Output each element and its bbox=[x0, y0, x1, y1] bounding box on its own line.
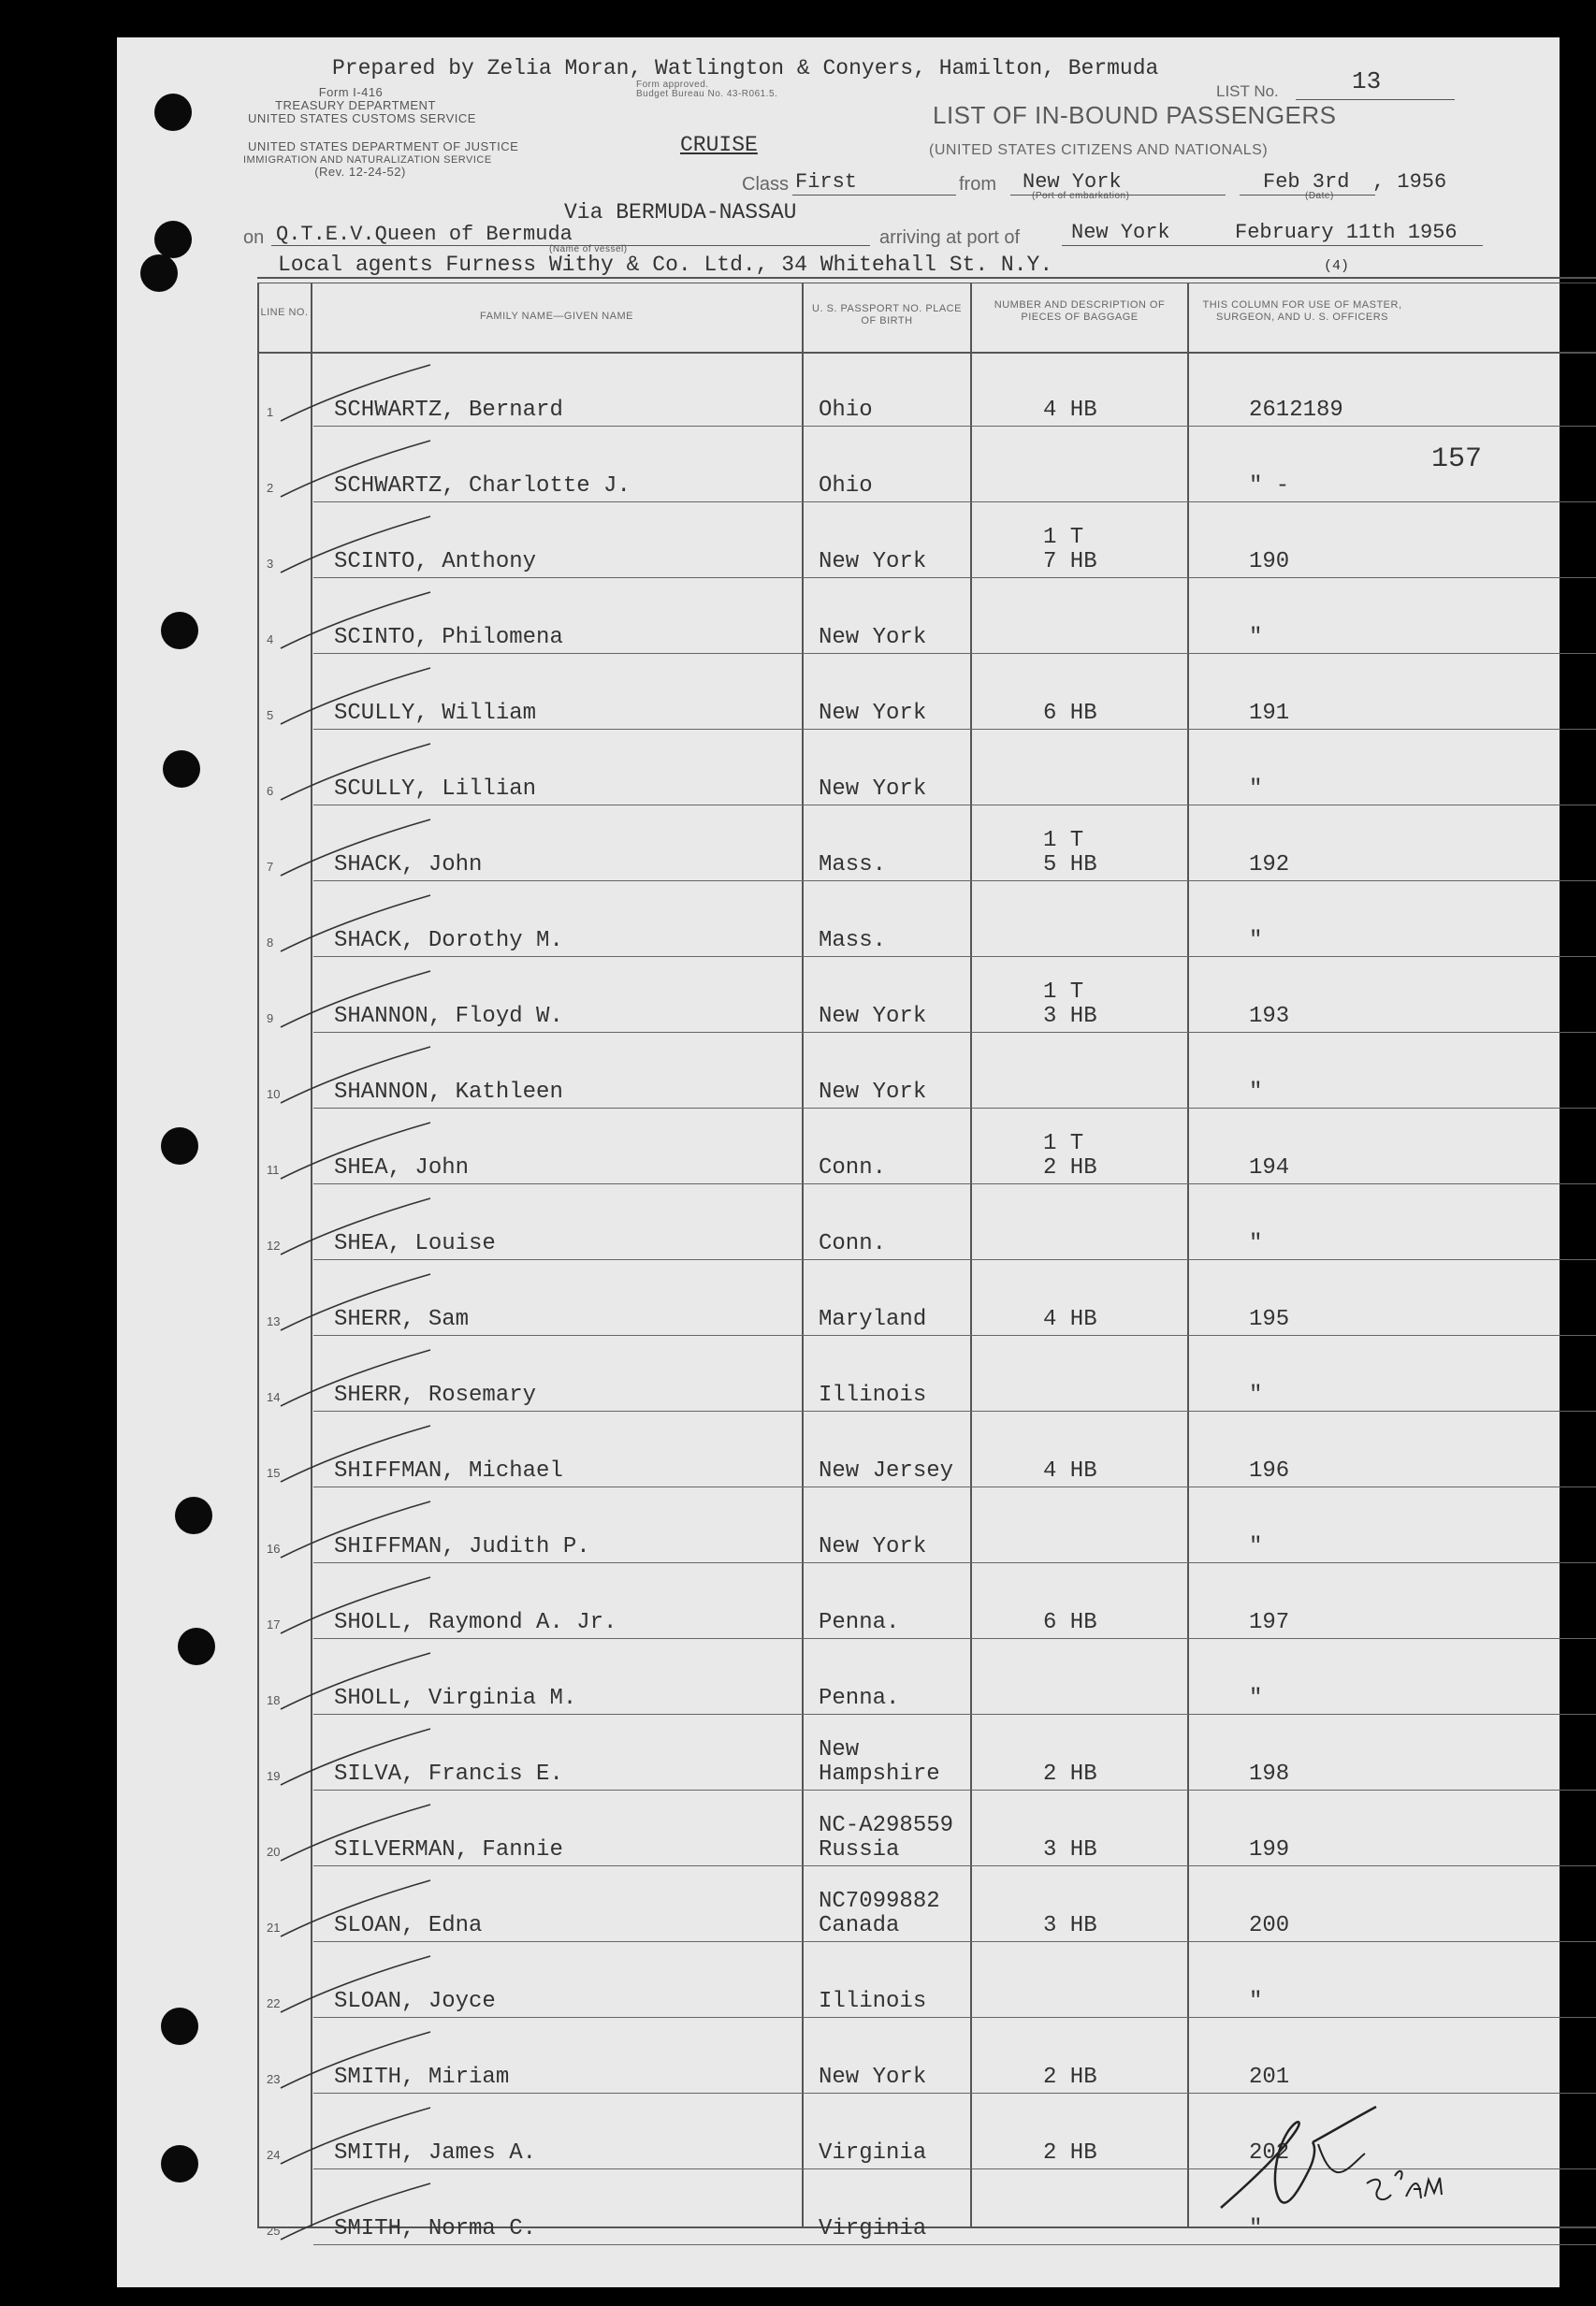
passenger-name: SCINTO, Anthony bbox=[334, 549, 537, 574]
place-of-birth: New York bbox=[819, 776, 927, 802]
line-number: 20 bbox=[267, 1845, 281, 1859]
check-mark bbox=[271, 1269, 440, 1335]
place-of-birth: Mass. bbox=[819, 852, 887, 877]
immigration-service: IMMIGRATION AND NATURALIZATION SERVICE bbox=[243, 154, 492, 166]
line-number: 11 bbox=[267, 1163, 280, 1177]
col-line-no: LINE NO. bbox=[260, 307, 309, 318]
embark-year: , 1956 bbox=[1372, 170, 1447, 194]
place-of-birth: New York bbox=[819, 625, 927, 650]
officer-number: 201 bbox=[1249, 2065, 1290, 2090]
line-number: 3 bbox=[267, 557, 274, 571]
line-number: 13 bbox=[267, 1314, 281, 1328]
baggage-trunks: 1 T bbox=[1043, 979, 1084, 1005]
officer-number: " bbox=[1249, 928, 1263, 953]
check-mark bbox=[271, 1421, 440, 1487]
check-mark bbox=[271, 1724, 440, 1790]
check-mark bbox=[271, 1951, 440, 2017]
line-number: 7 bbox=[267, 860, 274, 874]
baggage-handbags: 4 HB bbox=[1043, 1458, 1097, 1484]
check-mark bbox=[271, 739, 440, 805]
place-of-birth: Conn. bbox=[819, 1231, 887, 1256]
passenger-name: SHANNON, Floyd W. bbox=[334, 1004, 563, 1029]
from-port: New York bbox=[1023, 170, 1122, 194]
place-of-birth: Penna. bbox=[819, 1686, 900, 1711]
check-mark bbox=[271, 815, 440, 880]
passenger-name: SHIFFMAN, Judith P. bbox=[334, 1534, 590, 1559]
department-of-justice: UNITED STATES DEPARTMENT OF JUSTICE bbox=[248, 139, 519, 153]
passenger-name: SHOLL, Virginia M. bbox=[334, 1686, 577, 1711]
baggage-trunks: 1 T bbox=[1043, 828, 1084, 853]
punch-hole bbox=[161, 1127, 198, 1165]
passenger-name: SCULLY, William bbox=[334, 701, 537, 726]
line-number: 16 bbox=[267, 1542, 281, 1556]
inspector-signature bbox=[1193, 2086, 1492, 2245]
punch-hole bbox=[154, 94, 192, 131]
line-number: 10 bbox=[267, 1087, 281, 1101]
officer-number: 202 bbox=[1249, 2140, 1290, 2166]
check-mark bbox=[271, 1042, 440, 1108]
officer-number: " bbox=[1249, 625, 1263, 650]
check-mark bbox=[271, 360, 440, 426]
officer-number: 199 bbox=[1249, 1837, 1290, 1863]
class-value: First bbox=[795, 170, 858, 194]
punch-hole bbox=[140, 254, 178, 292]
passenger-name: SMITH, Norma C. bbox=[334, 2216, 537, 2241]
check-mark bbox=[271, 1118, 440, 1183]
form-revision: (Rev. 12-24-52) bbox=[314, 165, 406, 179]
count-mark: (4) bbox=[1324, 258, 1350, 274]
via-route: Via BERMUDA-NASSAU bbox=[564, 200, 797, 225]
line-number: 5 bbox=[267, 708, 274, 722]
check-mark bbox=[271, 512, 440, 577]
baggage-trunks: 1 T bbox=[1043, 1131, 1084, 1156]
passenger-name: SCINTO, Philomena bbox=[334, 625, 563, 650]
officer-number: " bbox=[1249, 1989, 1263, 2014]
officer-number: 194 bbox=[1249, 1155, 1290, 1181]
passenger-name: SHIFFMAN, Michael bbox=[334, 1458, 563, 1484]
place-of-birth: New York bbox=[819, 1080, 927, 1105]
officer-number: " bbox=[1249, 1686, 1263, 1711]
baggage-handbags: 2 HB bbox=[1043, 2140, 1097, 2166]
line-number: 21 bbox=[267, 1921, 281, 1935]
place-of-birth: New York bbox=[819, 549, 927, 574]
passenger-name: SLOAN, Edna bbox=[334, 1913, 483, 1938]
place-of-birth: Illinois bbox=[819, 1989, 927, 2014]
treasury-department: TREASURY DEPARTMENT bbox=[275, 98, 436, 112]
check-mark bbox=[271, 663, 440, 729]
punch-hole bbox=[154, 221, 192, 258]
manifest-page bbox=[117, 37, 1560, 2287]
place-of-birth: New York bbox=[819, 1534, 927, 1559]
officer-number: " bbox=[1249, 1080, 1263, 1105]
place-of-birth: New Jersey bbox=[819, 1458, 954, 1484]
cruise-label: CRUISE bbox=[680, 133, 758, 157]
line-number: 2 bbox=[267, 481, 274, 495]
baggage-trunks: 1 T bbox=[1043, 525, 1084, 550]
line-number: 23 bbox=[267, 2072, 281, 2086]
col-baggage: NUMBER AND DESCRIPTION OF PIECES OF BAGGAGE bbox=[994, 299, 1166, 323]
line-number: 17 bbox=[267, 1617, 281, 1632]
punch-hole bbox=[161, 2008, 198, 2045]
prepared-by-line: Prepared by Zelia Moran, Watlington & Conyers, Hamilton, Bermuda bbox=[332, 56, 1159, 80]
check-mark bbox=[271, 966, 440, 1032]
line-number: 12 bbox=[267, 1239, 281, 1253]
check-mark bbox=[271, 1876, 440, 1941]
officer-number: 198 bbox=[1249, 1762, 1290, 1787]
passenger-name: SCULLY, Lillian bbox=[334, 776, 537, 802]
officer-number: " bbox=[1249, 1534, 1263, 1559]
passenger-name: SHERR, Rosemary bbox=[334, 1383, 537, 1408]
officer-number: " bbox=[1249, 776, 1263, 802]
list-subtitle: (UNITED STATES CITIZENS AND NATIONALS) bbox=[929, 142, 1269, 158]
officer-number: 200 bbox=[1249, 1913, 1290, 1938]
date-caption: (Date) bbox=[1305, 191, 1334, 201]
place-of-birth: Virginia bbox=[819, 2216, 927, 2241]
col-passport: U. S. PASSPORT NO. PLACE OF BIRTH bbox=[812, 303, 962, 326]
place-of-birth: New York bbox=[819, 1004, 927, 1029]
vessel-caption: (Name of vessel) bbox=[549, 244, 628, 254]
count-annotation: 157 bbox=[1431, 443, 1483, 475]
line-number: 18 bbox=[267, 1693, 281, 1707]
place-of-birth: Ohio bbox=[819, 398, 873, 423]
place-of-birth: Canada bbox=[819, 1913, 900, 1938]
baggage-handbags: 2 HB bbox=[1043, 2065, 1097, 2090]
passenger-name: SCHWARTZ, Charlotte J. bbox=[334, 473, 631, 499]
officer-number: 191 bbox=[1249, 701, 1290, 726]
officer-number: 197 bbox=[1249, 1610, 1290, 1635]
passenger-name: SHEA, Louise bbox=[334, 1231, 496, 1256]
passport-number: NC7099882 bbox=[819, 1889, 940, 1914]
line-number: 19 bbox=[267, 1769, 281, 1783]
punch-hole bbox=[163, 750, 200, 788]
line-number: 24 bbox=[267, 2148, 281, 2162]
check-mark bbox=[271, 1800, 440, 1865]
check-mark bbox=[271, 2027, 440, 2093]
punch-hole bbox=[161, 612, 198, 649]
embark-date: Feb 3rd bbox=[1263, 170, 1350, 194]
check-mark bbox=[271, 2179, 440, 2244]
place-of-birth: Virginia bbox=[819, 2140, 927, 2166]
col-officers: THIS COLUMN FOR USE OF MASTER, SURGEON, AND U. S. OFFICERS bbox=[1202, 299, 1402, 323]
officer-number: 196 bbox=[1249, 1458, 1290, 1484]
place-of-birth: New York bbox=[819, 701, 927, 726]
officer-number: 2612189 bbox=[1249, 398, 1343, 423]
line-number: 25 bbox=[267, 2224, 281, 2238]
passenger-name: SMITH, Miriam bbox=[334, 2065, 510, 2090]
list-number: 13 bbox=[1352, 67, 1382, 95]
customs-service: UNITED STATES CUSTOMS SERVICE bbox=[248, 111, 476, 125]
line-number: 9 bbox=[267, 1011, 274, 1025]
passenger-name: SHACK, Dorothy M. bbox=[334, 928, 563, 953]
check-mark bbox=[271, 891, 440, 956]
check-mark bbox=[271, 1573, 440, 1638]
baggage-handbags: 3 HB bbox=[1043, 1913, 1097, 1938]
line-number: 14 bbox=[267, 1390, 281, 1404]
baggage-handbags: 2 HB bbox=[1043, 1762, 1097, 1787]
check-mark bbox=[271, 1648, 440, 1714]
line-number: 22 bbox=[267, 1996, 281, 2010]
passenger-name: SHOLL, Raymond A. Jr. bbox=[334, 1610, 617, 1635]
form-number: Form I-416 bbox=[318, 85, 384, 99]
line-number: 15 bbox=[267, 1466, 281, 1480]
baggage-handbags: 3 HB bbox=[1043, 1004, 1097, 1029]
form-approved: Form approved. bbox=[636, 80, 709, 90]
place-of-birth: Penna. bbox=[819, 1610, 900, 1635]
class-label: Class bbox=[742, 174, 790, 195]
list-no-label: LIST No. bbox=[1216, 82, 1279, 100]
place-of-birth: Mass. bbox=[819, 928, 887, 953]
check-mark bbox=[271, 1345, 440, 1411]
officer-number: " bbox=[1249, 1231, 1263, 1256]
officer-number: " bbox=[1249, 2216, 1263, 2241]
officer-number: 190 bbox=[1249, 549, 1290, 574]
officer-number: 195 bbox=[1249, 1307, 1290, 1332]
place-of-birth: Ohio bbox=[819, 473, 873, 499]
baggage-handbags: 7 HB bbox=[1043, 549, 1097, 574]
check-mark bbox=[271, 2103, 440, 2168]
place-of-birth: Conn. bbox=[819, 1155, 887, 1181]
check-mark bbox=[271, 436, 440, 501]
place-of-birth: New York bbox=[819, 2065, 927, 2090]
officer-number: " - bbox=[1249, 473, 1290, 499]
arrival-port: New York bbox=[1071, 221, 1170, 244]
officer-number: 192 bbox=[1249, 852, 1290, 877]
passport-number: NC-A298559 bbox=[819, 1813, 954, 1838]
place-of-birth: Hampshire bbox=[819, 1762, 940, 1787]
punch-hole bbox=[161, 2145, 198, 2183]
place-of-birth: Illinois bbox=[819, 1383, 927, 1408]
list-title: LIST OF IN-BOUND PASSENGERS bbox=[933, 101, 1337, 129]
place-of-birth: Russia bbox=[819, 1837, 900, 1863]
passport-number: New bbox=[819, 1737, 860, 1762]
place-of-birth: Maryland bbox=[819, 1307, 927, 1332]
line-number: 6 bbox=[267, 784, 274, 798]
port-caption: (Port of embarkation) bbox=[1032, 191, 1130, 201]
arriving-label: arriving at port of bbox=[879, 227, 1021, 248]
baggage-handbags: 4 HB bbox=[1043, 398, 1097, 423]
vessel-name: Q.T.E.V.Queen of Bermuda bbox=[276, 223, 573, 246]
officer-number: 193 bbox=[1249, 1004, 1290, 1029]
baggage-handbags: 6 HB bbox=[1043, 701, 1097, 726]
passenger-name: SILVERMAN, Fannie bbox=[334, 1837, 563, 1863]
check-mark bbox=[271, 587, 440, 653]
baggage-handbags: 6 HB bbox=[1043, 1610, 1097, 1635]
punch-hole bbox=[175, 1497, 212, 1534]
budget-bureau: Budget Bureau No. 43-R061.5. bbox=[636, 89, 778, 99]
line-number: 4 bbox=[267, 632, 274, 646]
from-label: from bbox=[959, 174, 996, 195]
baggage-handbags: 5 HB bbox=[1043, 852, 1097, 877]
passenger-name: SCHWARTZ, Bernard bbox=[334, 398, 563, 423]
line-number: 8 bbox=[267, 935, 274, 950]
check-mark bbox=[271, 1194, 440, 1259]
local-agents: Local agents Furness Withy & Co. Ltd., 34 Whitehall St. N.Y. bbox=[278, 253, 1053, 277]
col-name: FAMILY NAME—GIVEN NAME bbox=[479, 311, 633, 322]
arrival-date: February 11th 1956 bbox=[1235, 221, 1458, 244]
baggage-handbags: 4 HB bbox=[1043, 1307, 1097, 1332]
passenger-name: SMITH, James A. bbox=[334, 2140, 537, 2166]
passenger-name: SHACK, John bbox=[334, 852, 483, 877]
passenger-name: SHEA, John bbox=[334, 1155, 470, 1181]
baggage-handbags: 2 HB bbox=[1043, 1155, 1097, 1181]
check-mark bbox=[271, 1497, 440, 1562]
passenger-name: SHANNON, Kathleen bbox=[334, 1080, 563, 1105]
on-label: on bbox=[243, 227, 265, 248]
officer-number: " bbox=[1249, 1383, 1263, 1408]
punch-hole bbox=[178, 1628, 215, 1665]
passenger-name: SLOAN, Joyce bbox=[334, 1989, 496, 2014]
passenger-name: SILVA, Francis E. bbox=[334, 1762, 563, 1787]
line-number: 1 bbox=[267, 405, 274, 419]
passenger-name: SHERR, Sam bbox=[334, 1307, 470, 1332]
baggage-handbags: 3 HB bbox=[1043, 1837, 1097, 1863]
